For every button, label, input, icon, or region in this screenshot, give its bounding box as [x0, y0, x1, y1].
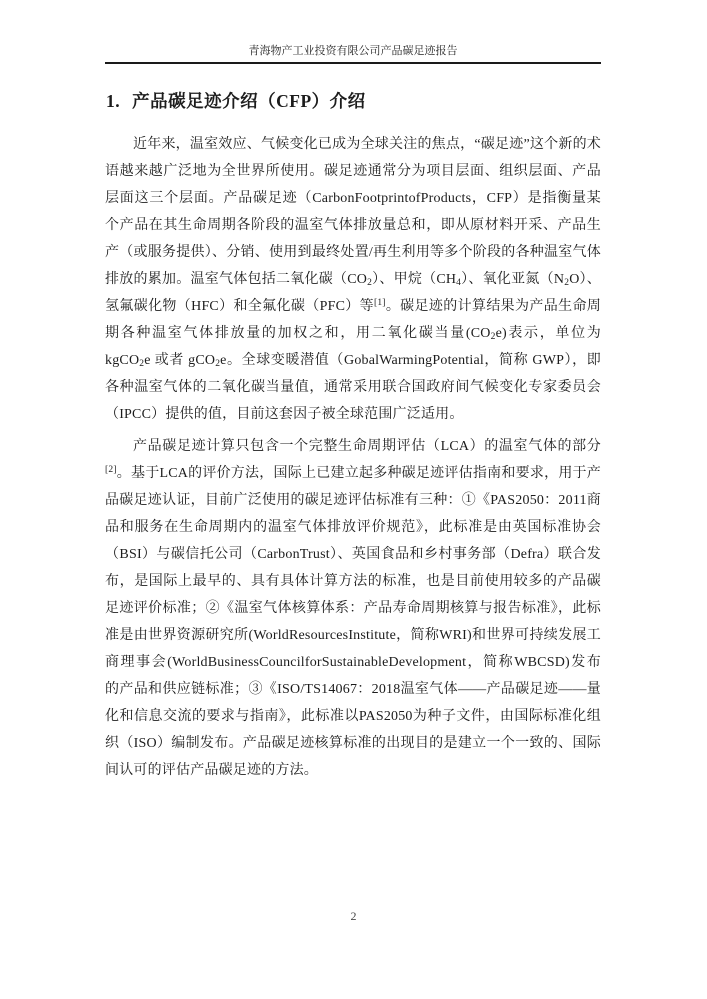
header-rule: [105, 62, 601, 64]
page-footer: [0, 908, 707, 924]
heading-number: 1.: [106, 91, 121, 111]
heading-text: 产品碳足迹介绍（CFP）介绍: [132, 91, 366, 111]
page-number: 2: [350, 909, 357, 923]
document-body: [105, 131, 601, 784]
page-header: [105, 44, 601, 58]
paragraph-lca-standards: 产品碳足迹计算只包含一个完整生命周期评估（LCA）的温室气体的部分[2]。基于LCA的评价方法，国际上已建立起多种碳足迹评估指南和要求，用于产品碳足迹认证，目前广泛使用的碳足迹评估标准有三种：①《PAS2050：2011商品和服务在生命周期内的温室气体排放评价规范》，此标准是由英国标准协会（BSI）与碳信托公司（CarbonTrust）、英国食品和乡村事务部（Defra）联合发布，是国际上最早的、具有具体计算方法的标准，也是目前使用较多的产品碳足迹评价标准；②《温室气体核算体系：产品寿命周期核算与报告标准》，此标准是由世界资源研究所(WorldResourcesInstitute，简称WRI)和世界可持续发展工商理事会(WorldBusinessCouncilforSustainableDevelopment，简称WBCSD)发布的产品和供应链标准；③《ISO/TS14067：2018温室气体——产品碳足迹——量化和信息交流的要求与指南》，此标准以PAS2050为种子文件，由国际标准化组织（ISO）编制发布。产品碳足迹核算标准的出现目的是建立一个一致的、国际间认可的评估产品碳足迹的方法。: [105, 439, 601, 778]
section-heading: [106, 90, 366, 112]
paragraph-cfp-intro: 近年来，温室效应、气候变化已成为全球关注的焦点，“碳足迹”这个新的术语越来越广泛地为全世界所使用。碳足迹通常分为项目层面、组织层面、产品层面这三个层面。产品碳足迹（CarbonFootprintofProducts，CFP）是指衡量某个产品在其生命周期各阶段的温室气体排放量总和，即从原材料开采、产品生产（或服务提供）、分销、使用到最终处置/再生利用等多个阶段的各种温室气体排放的累加。温室气体包括二氧化碳$(CO_2)$、甲烷$(CH_4)$、氧化亚氮$(N_2O)$、氢氟碳化物（HFC）和全氟化碳（PFC）等[1]。碳足迹的计算结果为产品生命周期各种温室气体排放量的加权之和，用二氧化碳当量$(CO_2e)$表示，单位为 kgCO$_2$e 或者 gCO$_2$e。全球变暖潜值（GobalWarmingPotential，简称 GWP），即各种温室气体的二氧化碳当量值，通常采用联合国政府间气候变化专家委员会（IPCC）提供的值，目前这套因子被全球范围广泛适用。: [105, 137, 602, 422]
header-title: 青海物产工业投资有限公司产品碳足迹报告: [248, 45, 458, 57]
